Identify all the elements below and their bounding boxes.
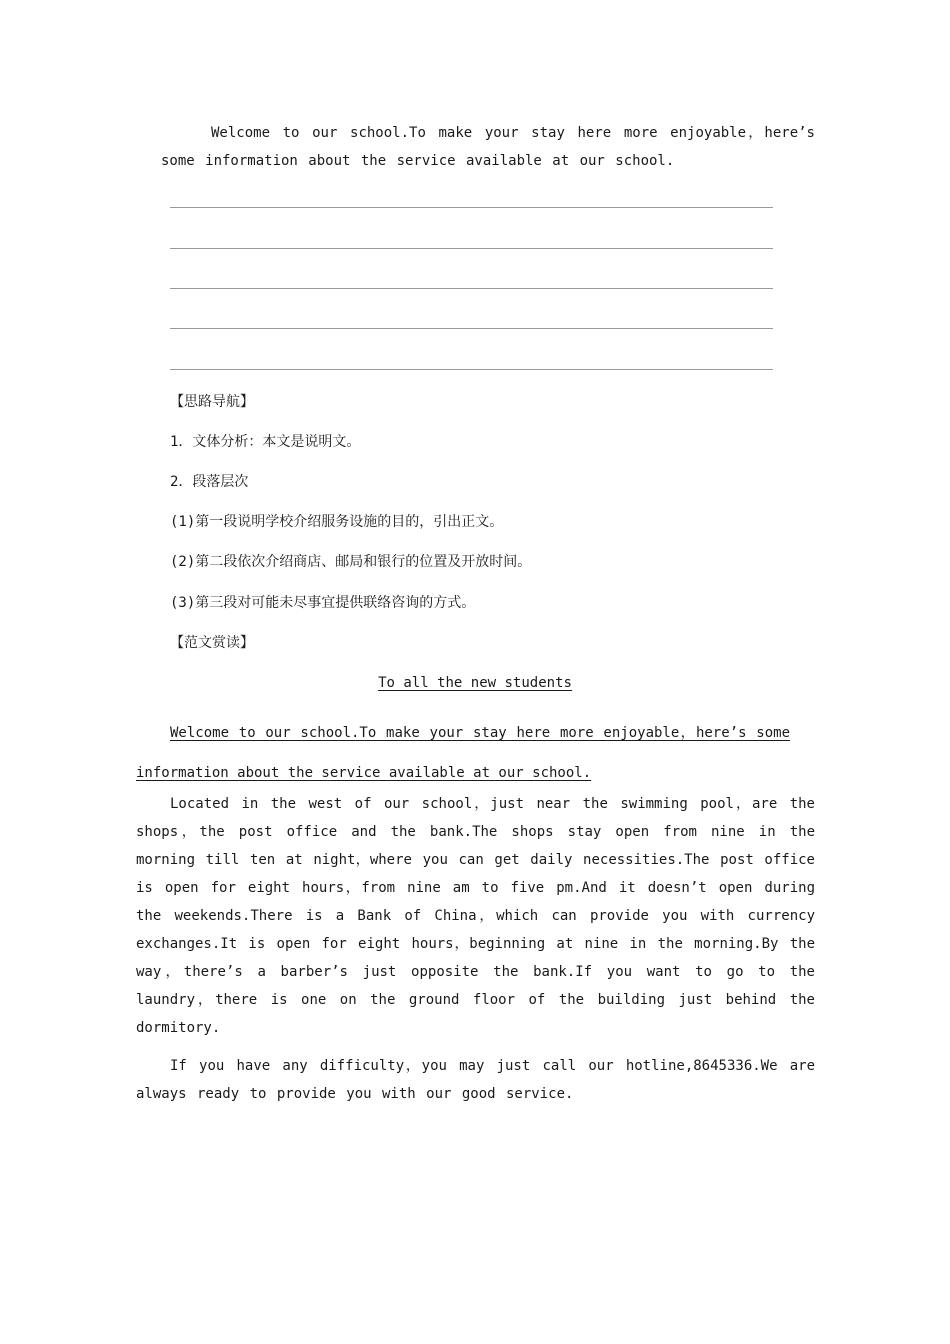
guide-sub-3: (3)第三段对可能未尽事宜提供联络咨询的方式。	[170, 595, 476, 611]
writing-line-3	[170, 288, 773, 289]
writing-line-1	[170, 207, 773, 208]
writing-line-2	[170, 248, 773, 249]
task-intro-paragraph: Welcome to our school.To make your stay here more enjoyable，here’s some information about the service available at our school.	[161, 125, 815, 169]
writing-line-5	[170, 369, 773, 370]
guide-heading: 【思路导航】	[170, 394, 254, 410]
model-paragraph-2: Located in the west of our school，just near the swimming pool，are the shops，the post office and the bank.The shops stay open from nine in the morning till ten at night，where you can get daily necessities.The post office is open for eight hours，from nine am to five pm.And it doesn’t open during the weekends.There is a Bank of China，which can provide you with currency exchanges.It is open for eight hours，beginning at nine in the morning.By the way，there’s a barber’s just opposite the bank.If you want to go to the laundry，there is one on the ground floor of the building just behind the dormitory.	[136, 796, 815, 1036]
model-heading: 【范文赏读】	[170, 635, 254, 651]
model-paragraph-3: If you have any difficulty，you may just call our hotline,8645336.We are always ready to provide you with our good service.	[136, 1058, 815, 1102]
model-paragraph-1: Welcome to our school.To make your stay here more enjoyable，here’s some information about the service available at our school.	[136, 725, 790, 781]
guide-point-1: 1．文体分析：本文是说明文。	[170, 434, 361, 450]
guide-sub-1: (1)第一段说明学校介绍服务设施的目的，引出正文。	[170, 514, 504, 530]
guide-sub-2: (2)第二段依次介绍商店、邮局和银行的位置及开放时间。	[170, 554, 532, 570]
guide-point-2: 2．段落层次	[170, 474, 249, 490]
writing-line-4	[170, 328, 773, 329]
model-title: To all the new students	[378, 675, 572, 691]
